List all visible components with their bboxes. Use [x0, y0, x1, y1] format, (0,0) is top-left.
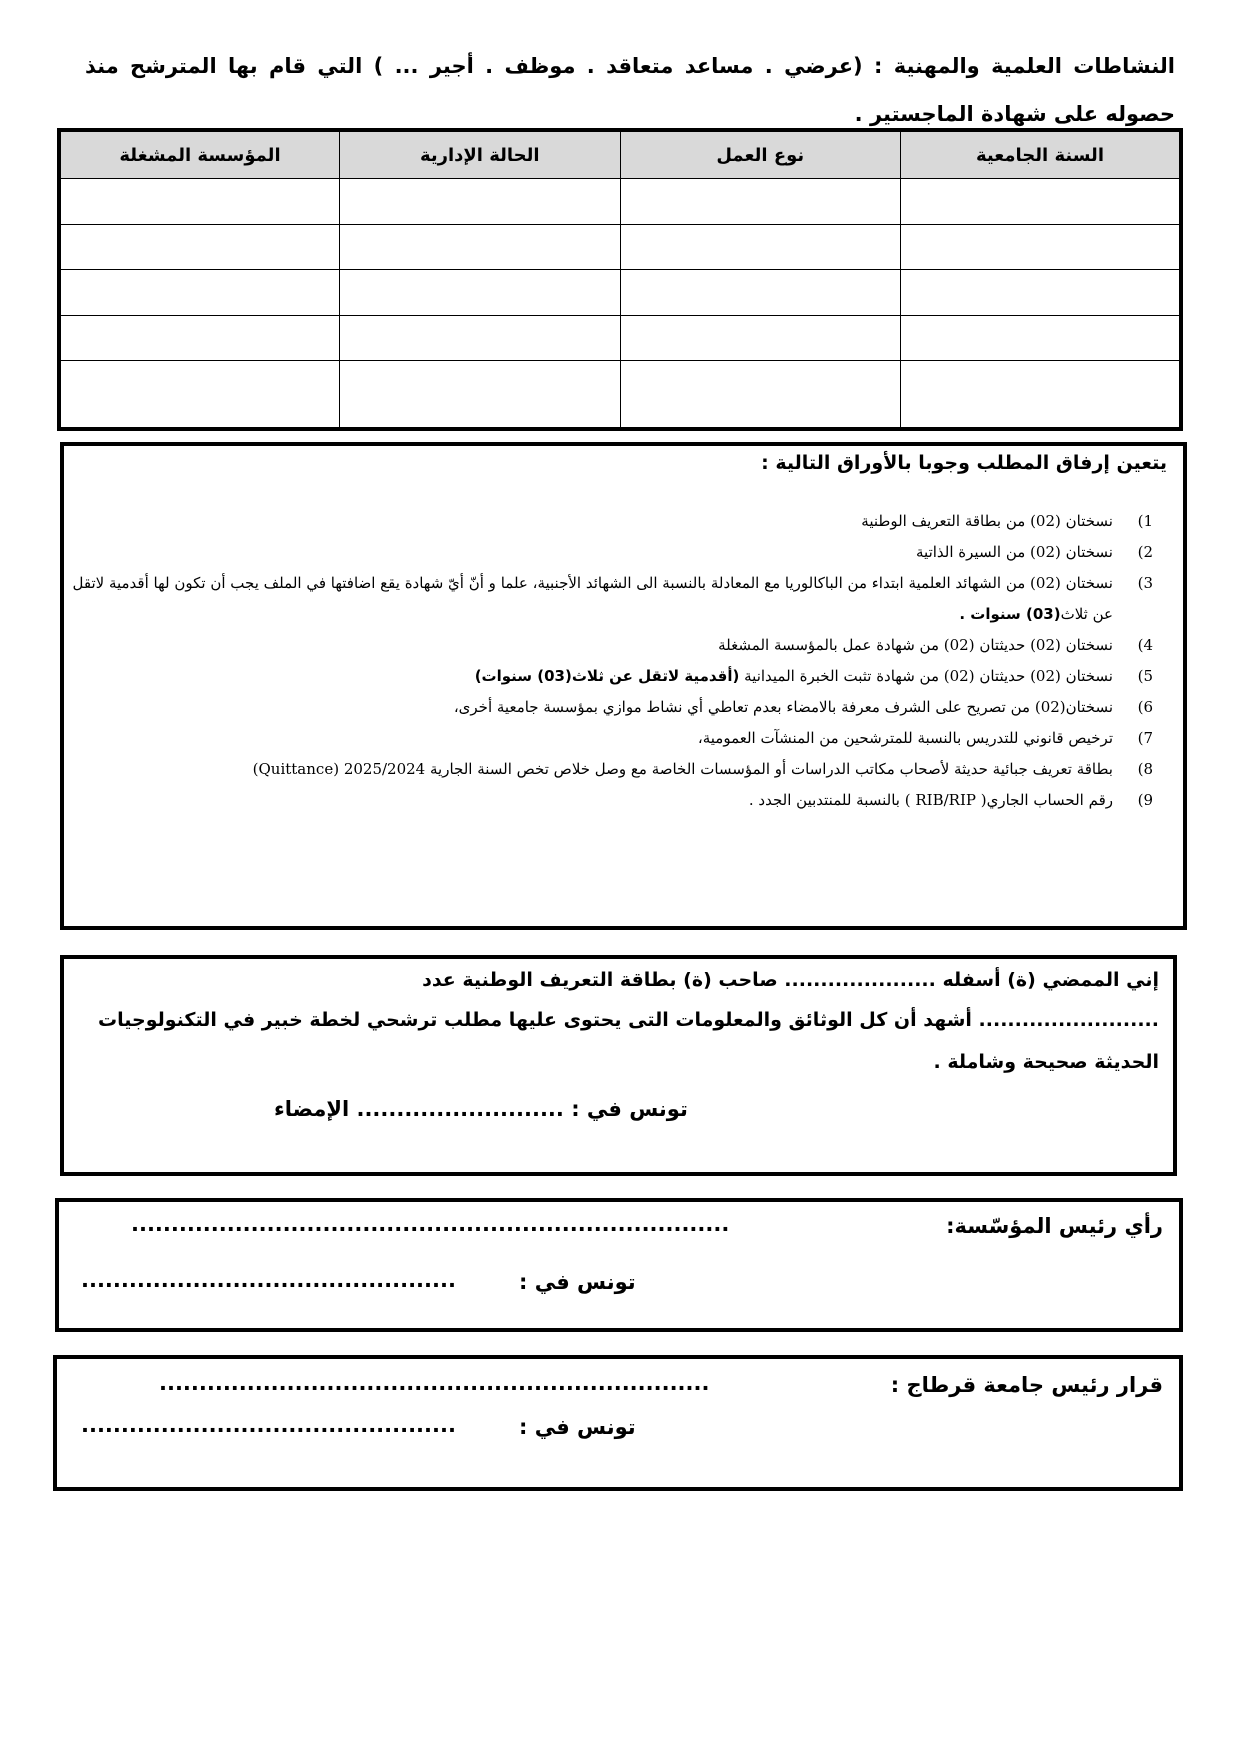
header-employer: المؤسسة المشغلة: [59, 130, 340, 179]
list-item: [72, 785, 1153, 816]
table-cell[interactable]: [59, 361, 340, 429]
list-item: [72, 537, 1153, 568]
table-row: [59, 315, 1181, 361]
table-cell[interactable]: [620, 179, 901, 225]
list-item-number: 3): [1137, 574, 1153, 592]
list-item-number: 4): [1137, 636, 1153, 654]
university-president-decision-box: [53, 1355, 1183, 1491]
list-item: [72, 692, 1153, 723]
table-cell[interactable]: [620, 270, 901, 316]
table-cell[interactable]: [340, 179, 621, 225]
list-item: [72, 754, 1153, 785]
declaration-line-1: إني الممضي (ة) أسفله ..................... صاحب (ة) بطاقة التعريف الوطنية عدد: [422, 969, 1159, 991]
decision-place-dots[interactable]: ...............................................: [81, 1413, 456, 1437]
decision-place-label: تونس في :: [519, 1415, 636, 1439]
declaration-place-signature-line: تونس في : .......................... الإمضاء: [274, 1097, 688, 1121]
opinion-place-dots[interactable]: ...............................................: [81, 1268, 456, 1292]
list-item-text: نسختان (02) حديثتان (02) من شهادة تثبت الخبرة الميدانية: [744, 667, 1113, 685]
list-item-text: نسختان (02) من الشهائد العلمية ابتداء من الباكالوريا مع المعادلة بالنسبة الى الشهائد الأجنبية، علما و أنّ أيّ شهادة يقع اضافتها في الملف يجب أن تكون لها أقدمية لاتقل عن ثلاث: [72, 574, 1113, 623]
table-row: [59, 179, 1181, 225]
table-cell[interactable]: [901, 179, 1182, 225]
header-admin-status: الحالة الإدارية: [340, 130, 621, 179]
table-cell[interactable]: [620, 315, 901, 361]
declaration-line-3: الحديثة صحيحة وشاملة .: [933, 1051, 1159, 1073]
table-cell[interactable]: [59, 270, 340, 316]
table-cell[interactable]: [59, 224, 340, 270]
list-item: [72, 506, 1153, 537]
required-documents-heading: يتعين إرفاق المطلب وجوبا بالأوراق التالية :: [761, 452, 1167, 474]
list-item-bold-text: (03) سنوات .: [959, 605, 1061, 623]
list-item-number: 6): [1137, 698, 1153, 716]
list-item: [72, 661, 1153, 692]
table-row: [59, 224, 1181, 270]
list-item-text: بطاقة تعريف جبائية حديثة لأصحاب مكاتب الدراسات أو المؤسسات الخاصة مع وصل خلاص تخص السنة الجارية 2025/2024 (Quittance): [252, 760, 1113, 778]
table-cell[interactable]: [620, 224, 901, 270]
declaration-box: [60, 955, 1177, 1176]
table-header-row: [59, 130, 1181, 179]
required-documents-list: [72, 506, 1153, 816]
table-cell[interactable]: [340, 315, 621, 361]
list-item-text: نسختان (02) من السيرة الذاتية: [916, 543, 1113, 561]
list-item: [72, 568, 1153, 630]
list-item-number: 5): [1137, 667, 1153, 685]
list-item-bold-text: (أقدمية لاتقل عن ثلاث(03) سنوات): [474, 667, 740, 685]
table-cell[interactable]: [59, 315, 340, 361]
list-item-text: رقم الحساب الجاري( RIB/RIP ) بالنسبة للمنتدبين الجدد .: [748, 791, 1113, 809]
decision-dots[interactable]: .....................................................................: [159, 1371, 710, 1395]
list-item-number: 1): [1137, 512, 1153, 530]
list-item: [72, 630, 1153, 661]
list-item-text: نسختان (02) حديثتان (02) من شهادة عمل بالمؤسسة المشغلة: [718, 636, 1113, 654]
table-cell[interactable]: [620, 361, 901, 429]
table-cell[interactable]: [901, 224, 1182, 270]
table-cell[interactable]: [901, 270, 1182, 316]
institution-head-opinion-box: [55, 1198, 1183, 1332]
table-cell[interactable]: [901, 315, 1182, 361]
list-item-number: 8): [1137, 760, 1153, 778]
table-row: [59, 270, 1181, 316]
declaration-line-2: ......................... أشهد أن كل الوثائق والمعلومات التى يحتوى عليها مطلب ترشحي لخطة خبير في التكنولوجيات: [98, 1009, 1159, 1031]
table-cell[interactable]: [340, 270, 621, 316]
list-item-number: 9): [1137, 791, 1153, 809]
list-item-number: 7): [1137, 729, 1153, 747]
opinion-title: رأي رئيس المؤسّسة:: [946, 1214, 1163, 1238]
table-cell[interactable]: [59, 179, 340, 225]
required-documents-box: [60, 442, 1187, 930]
list-item-text: ترخيص قانوني للتدريس بالنسبة للمترشحين من المنشآت العمومية،: [697, 729, 1113, 747]
table-cell[interactable]: [901, 361, 1182, 429]
decision-title: قرار رئيس جامعة قرطاج :: [890, 1373, 1163, 1397]
list-item-text: نسختان (02) من بطاقة التعريف الوطنية: [861, 512, 1113, 530]
list-item: [72, 723, 1153, 754]
list-item-number: 2): [1137, 543, 1153, 561]
opinion-place-label: تونس في :: [519, 1270, 636, 1294]
list-item-text: نسختان(02) من تصريح على الشرف معرفة بالامضاء بعدم تعاطي أي نشاط موازي بمؤسسة جامعية أخرى،: [453, 698, 1113, 716]
table-cell[interactable]: [340, 224, 621, 270]
table-row: [59, 361, 1181, 429]
intro-paragraph: النشاطات العلمية والمهنية : (عرضي . مساعد متعاقد . موظف . أجير ... ) التي قام بها المترشح منذ حصوله على شهادة الماجستير .: [85, 54, 1175, 126]
opinion-dots[interactable]: ...........................................................................: [131, 1212, 730, 1236]
table-cell[interactable]: [340, 361, 621, 429]
header-academic-year: السنة الجامعية: [901, 130, 1182, 179]
activities-table: [57, 128, 1183, 431]
header-work-type: نوع العمل: [620, 130, 901, 179]
